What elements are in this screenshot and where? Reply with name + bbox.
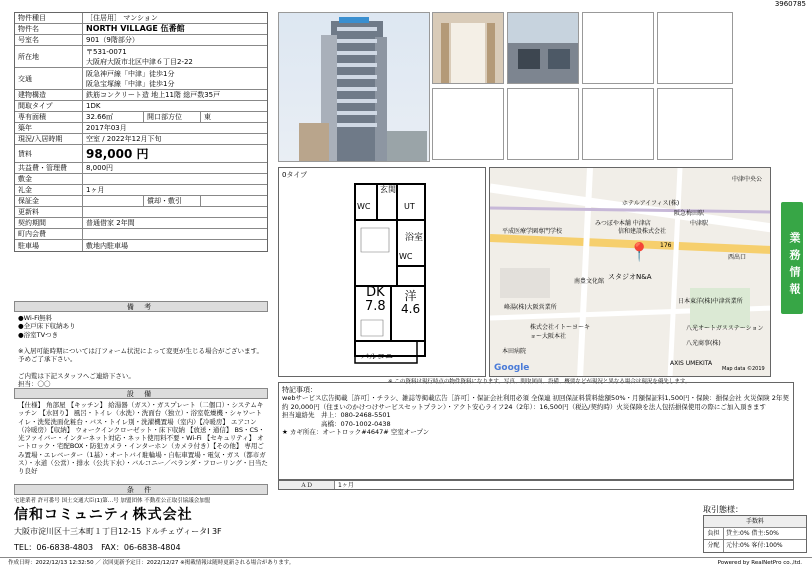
spec-label: 更新料 — [15, 207, 83, 217]
spec-label: 築年 — [15, 123, 83, 133]
spec-row — [15, 218, 267, 229]
spec-label: 交通 — [15, 68, 83, 89]
spec-row — [15, 101, 267, 112]
photo-slot-6 — [432, 88, 504, 160]
map-panel[interactable] — [489, 167, 771, 377]
room-wc-1: WC — [357, 202, 371, 211]
spec-label: 契約期間 — [15, 218, 83, 228]
map-label-3: みつぼや本舗 中津店 — [595, 220, 651, 227]
map-pin-icon: 📍 — [628, 242, 651, 263]
map-label-15: 本田病院 — [502, 348, 527, 355]
spec-row — [15, 35, 267, 46]
spec-value: 2017年03月 — [86, 124, 127, 132]
company-address: 大阪市淀川区十三本町１丁目12-15 ドルチェヴィータⅠ 3F — [14, 527, 222, 536]
spec-value — [83, 229, 267, 239]
spec-row — [15, 134, 267, 145]
transaction-type-label: 取引態様： — [703, 505, 743, 514]
photo-slot-4 — [582, 12, 654, 84]
powered-by: Powered by RealNetPro co.,ltd. — [717, 560, 802, 566]
equipment-text: 【仕様】 角部屋 【キッチン】 給湯器（ガス）・ガスプレート（二個口）・システムキッチン 【水回り】 風呂・トイレ（水洗）・洗面台（独立）・浴室乾燥機・シャワートイレ・洗髪洗面化粧台・バス・トイレ別・洗濯機置場（室内）【冷暖房】 エアコン（冷暖房）【収納】 ウォークインクローゼット・床下収納 【放送・通信】 BS・CS・光ファイバー・インターネット対応・ネット使用料不要・Wi-Fi 【セキュリティ】 オートロック・宅配BOX・防犯カメラ・インターホン（カメラ付き）【その他】 専用ごみ置場・エレベーター（1基）・オートバイ駐輪場・自転車置場・電気・ガス（都市ガス）・水道（公営）・排水（公共下水）・バルコニー／ベランダ・フローリング・日当たり良好 — [18, 401, 268, 476]
spec-value: 空室 / 2022年12月下旬 — [86, 135, 162, 143]
room-balcony: バルコニー — [361, 352, 401, 361]
spec-label: 礼金 — [15, 185, 83, 195]
special-text: webサービス広告掲載［許可］・チラシ、雑誌等掲載広告［許可］・保証会社利用必須 全保連 初回保証料賃料総額50%・月額保証料1,500円・保険：損保会社 火災保険 2年契約 20,000円（住まいのかけつけサービスセットプラン）・アクト安心ライフ24（2年）：16,500円（税込/契約時）火災保険を法人包括損保使用の際にご加入頂きます 担当連絡先 井上：080-2468-5501 高橋：070-1002-0438 ★ カギ所在：オートロック#4647# 空室オープン — [282, 394, 789, 436]
spec-row — [15, 185, 267, 196]
fee-row-label: 負担 — [704, 528, 724, 539]
photo-slot-9 — [657, 88, 733, 160]
spec-value: 〒531-0071 大阪府大阪市北区中津６丁目2-22 — [86, 47, 193, 66]
map-label-0: 中津中央公 — [732, 176, 763, 183]
orientation-label: 開口部方位 — [143, 112, 201, 122]
photo-slot-7 — [507, 88, 579, 160]
room-bath: 浴室 — [405, 233, 424, 243]
room-yo: 洋 4.6 — [401, 289, 421, 316]
amortization-label: 償却・敷引 — [143, 196, 201, 206]
special-heading: 特記事項： — [282, 386, 317, 394]
spec-row — [15, 24, 267, 35]
spec-label: 建物構造 — [15, 90, 83, 100]
map-label-16: 八光商事(株) — [686, 340, 721, 347]
spec-label: 町内会費 — [15, 229, 83, 239]
document-id: 3960785 — [774, 0, 806, 8]
spec-label: 所在地 — [15, 46, 83, 67]
fee-row-label: 分配 — [704, 540, 724, 552]
map-label-13: 株式会社イトーヨーキョー大阪本社 — [530, 324, 591, 340]
spec-row — [15, 196, 267, 207]
company-footer — [14, 484, 280, 550]
spec-row — [15, 229, 267, 240]
spec-label: 駐車場 — [15, 240, 83, 251]
floorplan-panel — [278, 167, 486, 377]
spec-label: 号室名 — [15, 35, 83, 45]
amortization-value — [201, 196, 267, 206]
spec-label: 物件種目 — [15, 13, 83, 23]
spec-table — [14, 12, 268, 252]
map-label-14: 八光オートガスステーション — [686, 325, 764, 332]
google-logo: Google — [494, 363, 530, 373]
spec-label: 物件名 — [15, 24, 83, 34]
spec-value: NORTH VILLAGE 伍番館 — [86, 24, 185, 33]
spec-value — [83, 174, 267, 184]
spec-value: 普通借家 2年間 — [86, 219, 135, 227]
spec-row — [15, 13, 267, 24]
spec-value: 901（9階部分） — [86, 36, 139, 44]
map-label-12: 日本東洋(株)中津営業所 — [678, 298, 743, 305]
spec-row — [15, 174, 267, 185]
bottom-bar-text: 作成日時：2022/12/13 12:32:50 ／ 次回更新予定日：2022/12/27 ※掲載情報は随時更新される場合があります。 — [8, 560, 295, 566]
map-label-5: 平成医療学園専門学校 — [502, 228, 563, 235]
room-genkan: 玄関 — [380, 185, 396, 194]
spec-row — [15, 145, 267, 163]
map-label-11: 峰湯(株)大阪営業所 — [504, 304, 557, 311]
spec-row — [15, 46, 267, 68]
fee-row-value: 元付:0% 客付:100% — [726, 542, 783, 549]
exterior-photo — [507, 12, 579, 84]
spec-value — [83, 207, 267, 217]
map-label-10: スタジオN&A — [608, 273, 652, 281]
company-name: 信和コミュニティ株式会社 — [14, 507, 193, 523]
map-label-6: 信和建設株式会社 — [618, 228, 667, 235]
spec-value: 98,000 円 — [86, 146, 149, 161]
map-copyright: Map data ©2019 — [722, 366, 765, 372]
spec-row — [15, 240, 267, 251]
spec-label: 保証金 — [15, 196, 83, 206]
equipment-heading: 設 備 — [14, 388, 268, 399]
map-label-2: ホテルアイフィス(株) — [622, 200, 680, 207]
spec-label: 共益費・管理費 — [15, 163, 83, 173]
map-label-9: 南豊文化館 — [574, 278, 605, 285]
remarks-heading: 備 考 — [14, 301, 268, 312]
conditions-heading: 条 件 — [14, 484, 268, 495]
remarks-text: ●Wi-Fi無料 ●全戸床下収納あり ●浴室TVつき ※入居可能時期については汀フォーム状況によって変更が生じる場合がございます。予めご了承下さい。 ご内覧は下記スタッフへご連絡下さい。 担当：〇〇 — [18, 314, 263, 389]
building-photo-image — [279, 13, 429, 161]
bottom-bar — [0, 557, 812, 569]
photo-slot-8 — [582, 88, 654, 160]
entrance-photo-image — [433, 13, 503, 83]
spec-value: 敷地内駐車場 — [86, 241, 128, 250]
special-notes — [278, 382, 794, 480]
spec-value: 32.66㎡ — [86, 113, 114, 121]
spec-label: 賃料 — [15, 145, 83, 162]
spec-row — [15, 90, 267, 101]
side-tab-business-info[interactable] — [781, 202, 803, 314]
spec-row — [15, 68, 267, 90]
photo-slot-5 — [657, 12, 733, 84]
ad-row — [278, 480, 794, 490]
spec-label: 専有面積 — [15, 112, 83, 122]
fee-table — [703, 515, 807, 553]
exterior-photo-image — [508, 13, 578, 83]
spec-value: 1DK — [86, 102, 101, 110]
spec-row — [15, 112, 267, 123]
spec-label: 現況/入居時期 — [15, 134, 83, 144]
room-ut: UT — [404, 202, 415, 211]
fee-header — [704, 516, 806, 528]
room-dk: DK 7.8 — [365, 285, 386, 314]
map-label-8: 西出口 — [728, 254, 747, 261]
side-tab-label: 業務情報 — [788, 232, 801, 300]
orientation-value: 東 — [204, 113, 211, 121]
company-tel: TEL：06-6838-4803 FAX：06-6838-4804 — [14, 543, 181, 552]
spec-value: 阪急神戸線「中津」徒歩1分 阪急宝塚線「中津」徒歩1分 — [86, 69, 175, 88]
floorplan-title: 0タイプ — [282, 171, 308, 179]
building-photo — [278, 12, 430, 162]
license-text: 宅建業者 許可番号 国土交通大臣(1)第…号 加盟団体 不動産公正取引協議会加盟 — [14, 498, 211, 504]
map-label-1: 阪急梅田駅 — [674, 210, 705, 217]
spec-label: 間取タイプ — [15, 101, 83, 111]
spec-value — [83, 196, 143, 206]
ad-label: ＡＤ — [279, 481, 335, 489]
entrance-photo — [432, 12, 504, 84]
spec-row — [15, 207, 267, 218]
spec-value: ［住居用］ マンション — [86, 14, 158, 22]
spec-row — [15, 163, 267, 174]
spec-value: 8,000円 — [86, 164, 114, 172]
map-label-4: 中津駅 — [690, 220, 709, 227]
fee-row-burden — [704, 528, 806, 540]
ad-value: 1ヶ月 — [338, 482, 354, 489]
room-wc-2: WC — [399, 252, 413, 261]
spec-value: 鉄筋コンクリート造 地上11階 総戸数35戸 — [86, 91, 221, 99]
image-note: ※ この資料は現行時点の物件資料になります。写真、間取図面、設備、概要などが現況と異なる場合は現況を優先します。 — [388, 379, 691, 385]
map-label-7: 176 — [660, 242, 672, 249]
fee-header-label: 手数料 — [745, 518, 764, 525]
spec-value: 1ヶ月 — [86, 186, 105, 194]
spec-label: 敷金 — [15, 174, 83, 184]
fee-row-split — [704, 540, 806, 552]
spec-row — [15, 123, 267, 134]
map-label-17: AXIS UMEKITA — [670, 360, 713, 367]
fee-row-value: 貸主:0% 借主:50% — [726, 530, 779, 537]
